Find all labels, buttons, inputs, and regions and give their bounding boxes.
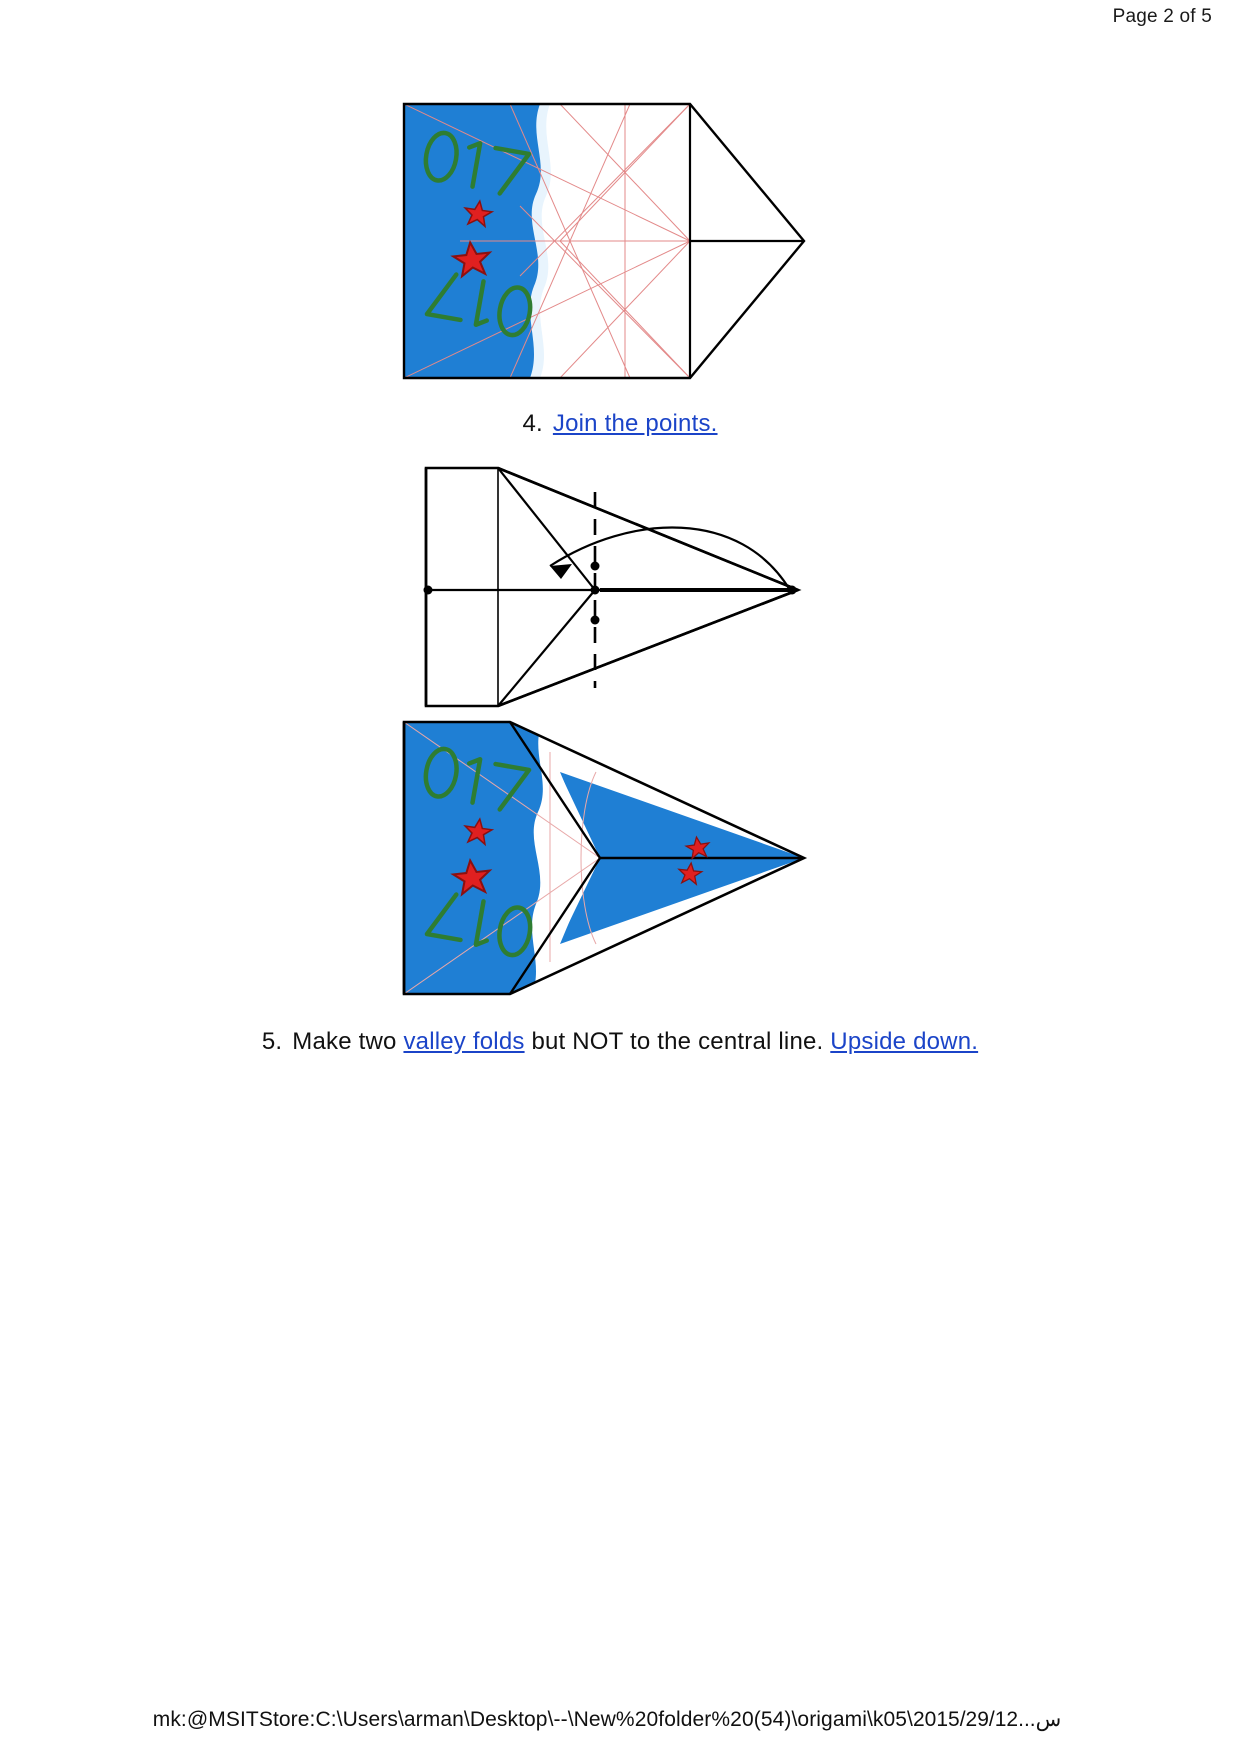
page-indicator: Page 2 of 5 <box>1112 6 1212 27</box>
step5-text-middle: but NOT to the central line. <box>524 1028 831 1055</box>
origami-diagram-2 <box>420 462 820 712</box>
figure-step-4-diagram <box>0 462 1240 720</box>
link-join-the-points[interactable]: Join the points. <box>552 410 718 437</box>
origami-diagram-1 <box>400 96 840 386</box>
origami-diagram-3 <box>400 712 840 1004</box>
footer-source-path: mk:@MSITStore:C:\Users\arman\Desktop\--\New%20folder%20(54)\origami\k05\ﺱ... <box>152 1708 1062 1731</box>
step-number-4: 4. <box>522 410 543 437</box>
step5-text-before: Make two <box>292 1028 404 1055</box>
link-valley-folds[interactable]: valley folds <box>403 1028 525 1055</box>
link-upside-down[interactable]: Upside down. <box>830 1028 979 1055</box>
caption-step-5 <box>0 1028 1240 1056</box>
caption-step-4 <box>0 410 1240 438</box>
page-footer <box>0 1707 1240 1732</box>
figure-step-3-result <box>0 96 1240 396</box>
step-number-5: 5. <box>261 1028 283 1055</box>
footer-date: 2015/29/12 <box>913 1708 1019 1731</box>
figure-step-5-result <box>0 712 1240 1012</box>
